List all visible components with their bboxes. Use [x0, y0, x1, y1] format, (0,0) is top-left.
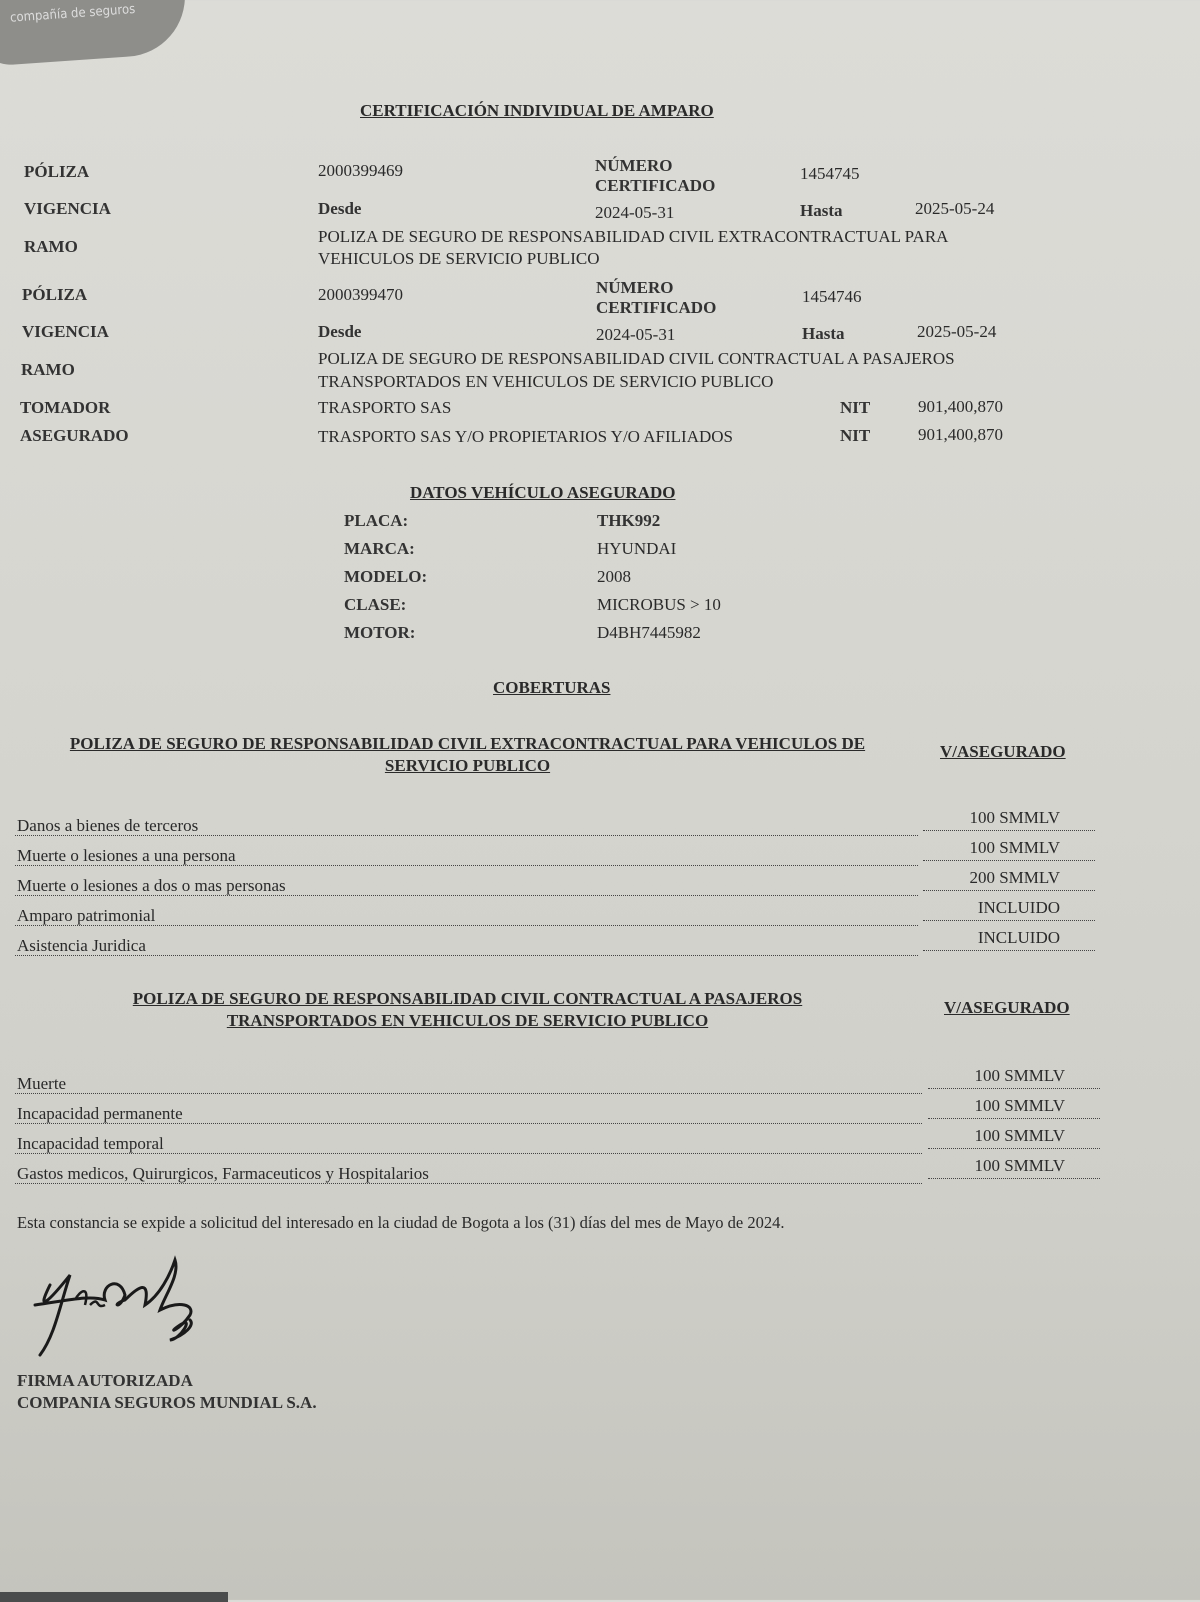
asegurado-value: TRASPORTO SAS Y/O PROPIETARIOS Y/O AFILIADOS [318, 427, 733, 446]
tomador-nit: 901,400,870 [918, 397, 1003, 416]
dotted-line [928, 1088, 1100, 1089]
poliza-label: PÓLIZA [24, 162, 90, 181]
coverage-value: 100 SMMLV [974, 1066, 1065, 1085]
coverage-label: Muerte o lesiones a dos o mas personas [17, 876, 286, 895]
dotted-line [923, 830, 1095, 831]
dotted-line [15, 925, 918, 926]
ramo-line-2: VEHICULOS DE SERVICIO PUBLICO [318, 249, 600, 268]
dotted-line [923, 920, 1095, 921]
bottom-edge [0, 1592, 228, 1602]
dotted-line [15, 1183, 922, 1184]
clase-label: CLASE: [344, 595, 407, 614]
ramo-line-1: POLIZA DE SEGURO DE RESPONSABILIDAD CIVIL CONTRACTUAL A PASAJEROS [318, 349, 955, 368]
modelo-value: 2008 [597, 567, 631, 586]
coverage-value: 100 SMMLV [969, 838, 1060, 857]
placa-label: PLACA: [344, 511, 409, 530]
asegurado-nit: 901,400,870 [918, 425, 1003, 444]
logo-tagline: compañía de seguros [9, 2, 136, 26]
document-title: CERTIFICACIÓN INDIVIDUAL DE AMPARO [360, 101, 714, 120]
asegurado-nit-label: NIT [840, 426, 871, 445]
vehicle-heading: DATOS VEHÍCULO ASEGURADO [410, 483, 676, 502]
coverage-label: Amparo patrimonial [17, 906, 156, 925]
hasta-date: 2025-05-24 [915, 199, 995, 218]
poliza-number: 2000399469 [318, 161, 403, 180]
section-title-line-2: SERVICIO PUBLICO [384, 756, 551, 775]
modelo-label: MODELO: [344, 567, 428, 586]
coberturas-heading: COBERTURAS [493, 678, 611, 697]
coverage-value: INCLUIDO [977, 898, 1060, 917]
section-title-line-2: TRANSPORTADOS EN VEHICULOS DE SERVICIO PUBLICO [226, 1011, 709, 1030]
dotted-line [928, 1178, 1100, 1179]
desde-date: 2024-05-31 [596, 325, 676, 344]
dotted-line [923, 950, 1095, 951]
coverage-label: Incapacidad temporal [17, 1134, 164, 1153]
issuance-statement: Esta constancia se expide a solicitud del interesado en la ciudad de Bogota a los (31) días del mes de Mayo de 2024. [17, 1213, 785, 1232]
dotted-line [15, 895, 918, 896]
dotted-line [15, 1123, 922, 1124]
section-title-line-1: POLIZA DE SEGURO DE RESPONSABILIDAD CIVIL EXTRACONTRACTUAL PARA VEHICULOS DE [69, 734, 866, 753]
coverage-label: Gastos medicos, Quirurgicos, Farmaceuticos y Hospitalarios [17, 1164, 429, 1183]
value-header: V/ASEGURADO [944, 998, 1070, 1017]
certificado-label: CERTIFICADO [595, 176, 716, 195]
ramo-label: RAMO [21, 360, 75, 379]
numero-label: NÚMERO [596, 278, 674, 297]
signature-label: FIRMA AUTORIZADA [17, 1371, 193, 1390]
poliza-label: PÓLIZA [22, 285, 88, 304]
coverage-label: Incapacidad permanente [17, 1104, 183, 1123]
desde-label: Desde [318, 199, 362, 218]
coverage-label: Danos a bienes de terceros [17, 816, 199, 835]
placa-value: THK992 [597, 511, 661, 530]
hasta-date: 2025-05-24 [917, 322, 997, 341]
tomador-label: TOMADOR [20, 398, 111, 417]
ramo-label: RAMO [24, 237, 78, 256]
numero-label: NÚMERO [595, 156, 673, 175]
ramo-line-1: POLIZA DE SEGURO DE RESPONSABILIDAD CIVIL EXTRACONTRACTUAL PARA [318, 227, 949, 246]
vigencia-label: VIGENCIA [24, 199, 111, 218]
tomador-value: TRASPORTO SAS [318, 398, 452, 417]
ramo-line-2: TRANSPORTADOS EN VEHICULOS DE SERVICIO PUBLICO [318, 372, 774, 391]
coverage-value: 100 SMMLV [974, 1096, 1065, 1115]
hasta-label: Hasta [800, 201, 843, 220]
dotted-line [923, 890, 1095, 891]
coverage-label: Asistencia Juridica [17, 936, 146, 955]
certificate-number: 1454746 [802, 287, 862, 306]
desde-label: Desde [318, 322, 362, 341]
dotted-line [923, 860, 1095, 861]
coverage-label: Muerte [17, 1074, 67, 1093]
certificado-label: CERTIFICADO [596, 298, 717, 317]
asegurado-label: ASEGURADO [20, 426, 129, 445]
certificate-number: 1454745 [800, 164, 860, 183]
coverage-value: 100 SMMLV [974, 1126, 1065, 1145]
coverage-label: Muerte o lesiones a una persona [17, 846, 236, 865]
dotted-line [928, 1118, 1100, 1119]
desde-date: 2024-05-31 [595, 203, 675, 222]
marca-label: MARCA: [344, 539, 415, 558]
company-logo [0, 0, 189, 67]
dotted-line [15, 835, 918, 836]
dotted-line [928, 1148, 1100, 1149]
dotted-line [15, 1153, 922, 1154]
marca-value: HYUNDAI [597, 539, 677, 558]
dotted-line [15, 955, 918, 956]
clase-value: MICROBUS > 10 [597, 595, 721, 614]
coverage-value: INCLUIDO [977, 928, 1060, 947]
vigencia-label: VIGENCIA [22, 322, 109, 341]
motor-value: D4BH7445982 [597, 623, 701, 642]
section-title-line-1: POLIZA DE SEGURO DE RESPONSABILIDAD CIVIL CONTRACTUAL A PASAJEROS [132, 989, 803, 1008]
coverage-value: 200 SMMLV [969, 868, 1060, 887]
company-name: COMPANIA SEGUROS MUNDIAL S.A. [17, 1393, 317, 1412]
tomador-nit-label: NIT [840, 398, 871, 417]
coverage-value: 100 SMMLV [974, 1156, 1065, 1175]
signature-image [30, 1255, 205, 1360]
motor-label: MOTOR: [344, 623, 416, 642]
hasta-label: Hasta [802, 324, 845, 343]
dotted-line [15, 865, 918, 866]
value-header: V/ASEGURADO [940, 742, 1066, 761]
dotted-line [15, 1093, 922, 1094]
coverage-value: 100 SMMLV [969, 808, 1060, 827]
poliza-number: 2000399470 [318, 285, 403, 304]
